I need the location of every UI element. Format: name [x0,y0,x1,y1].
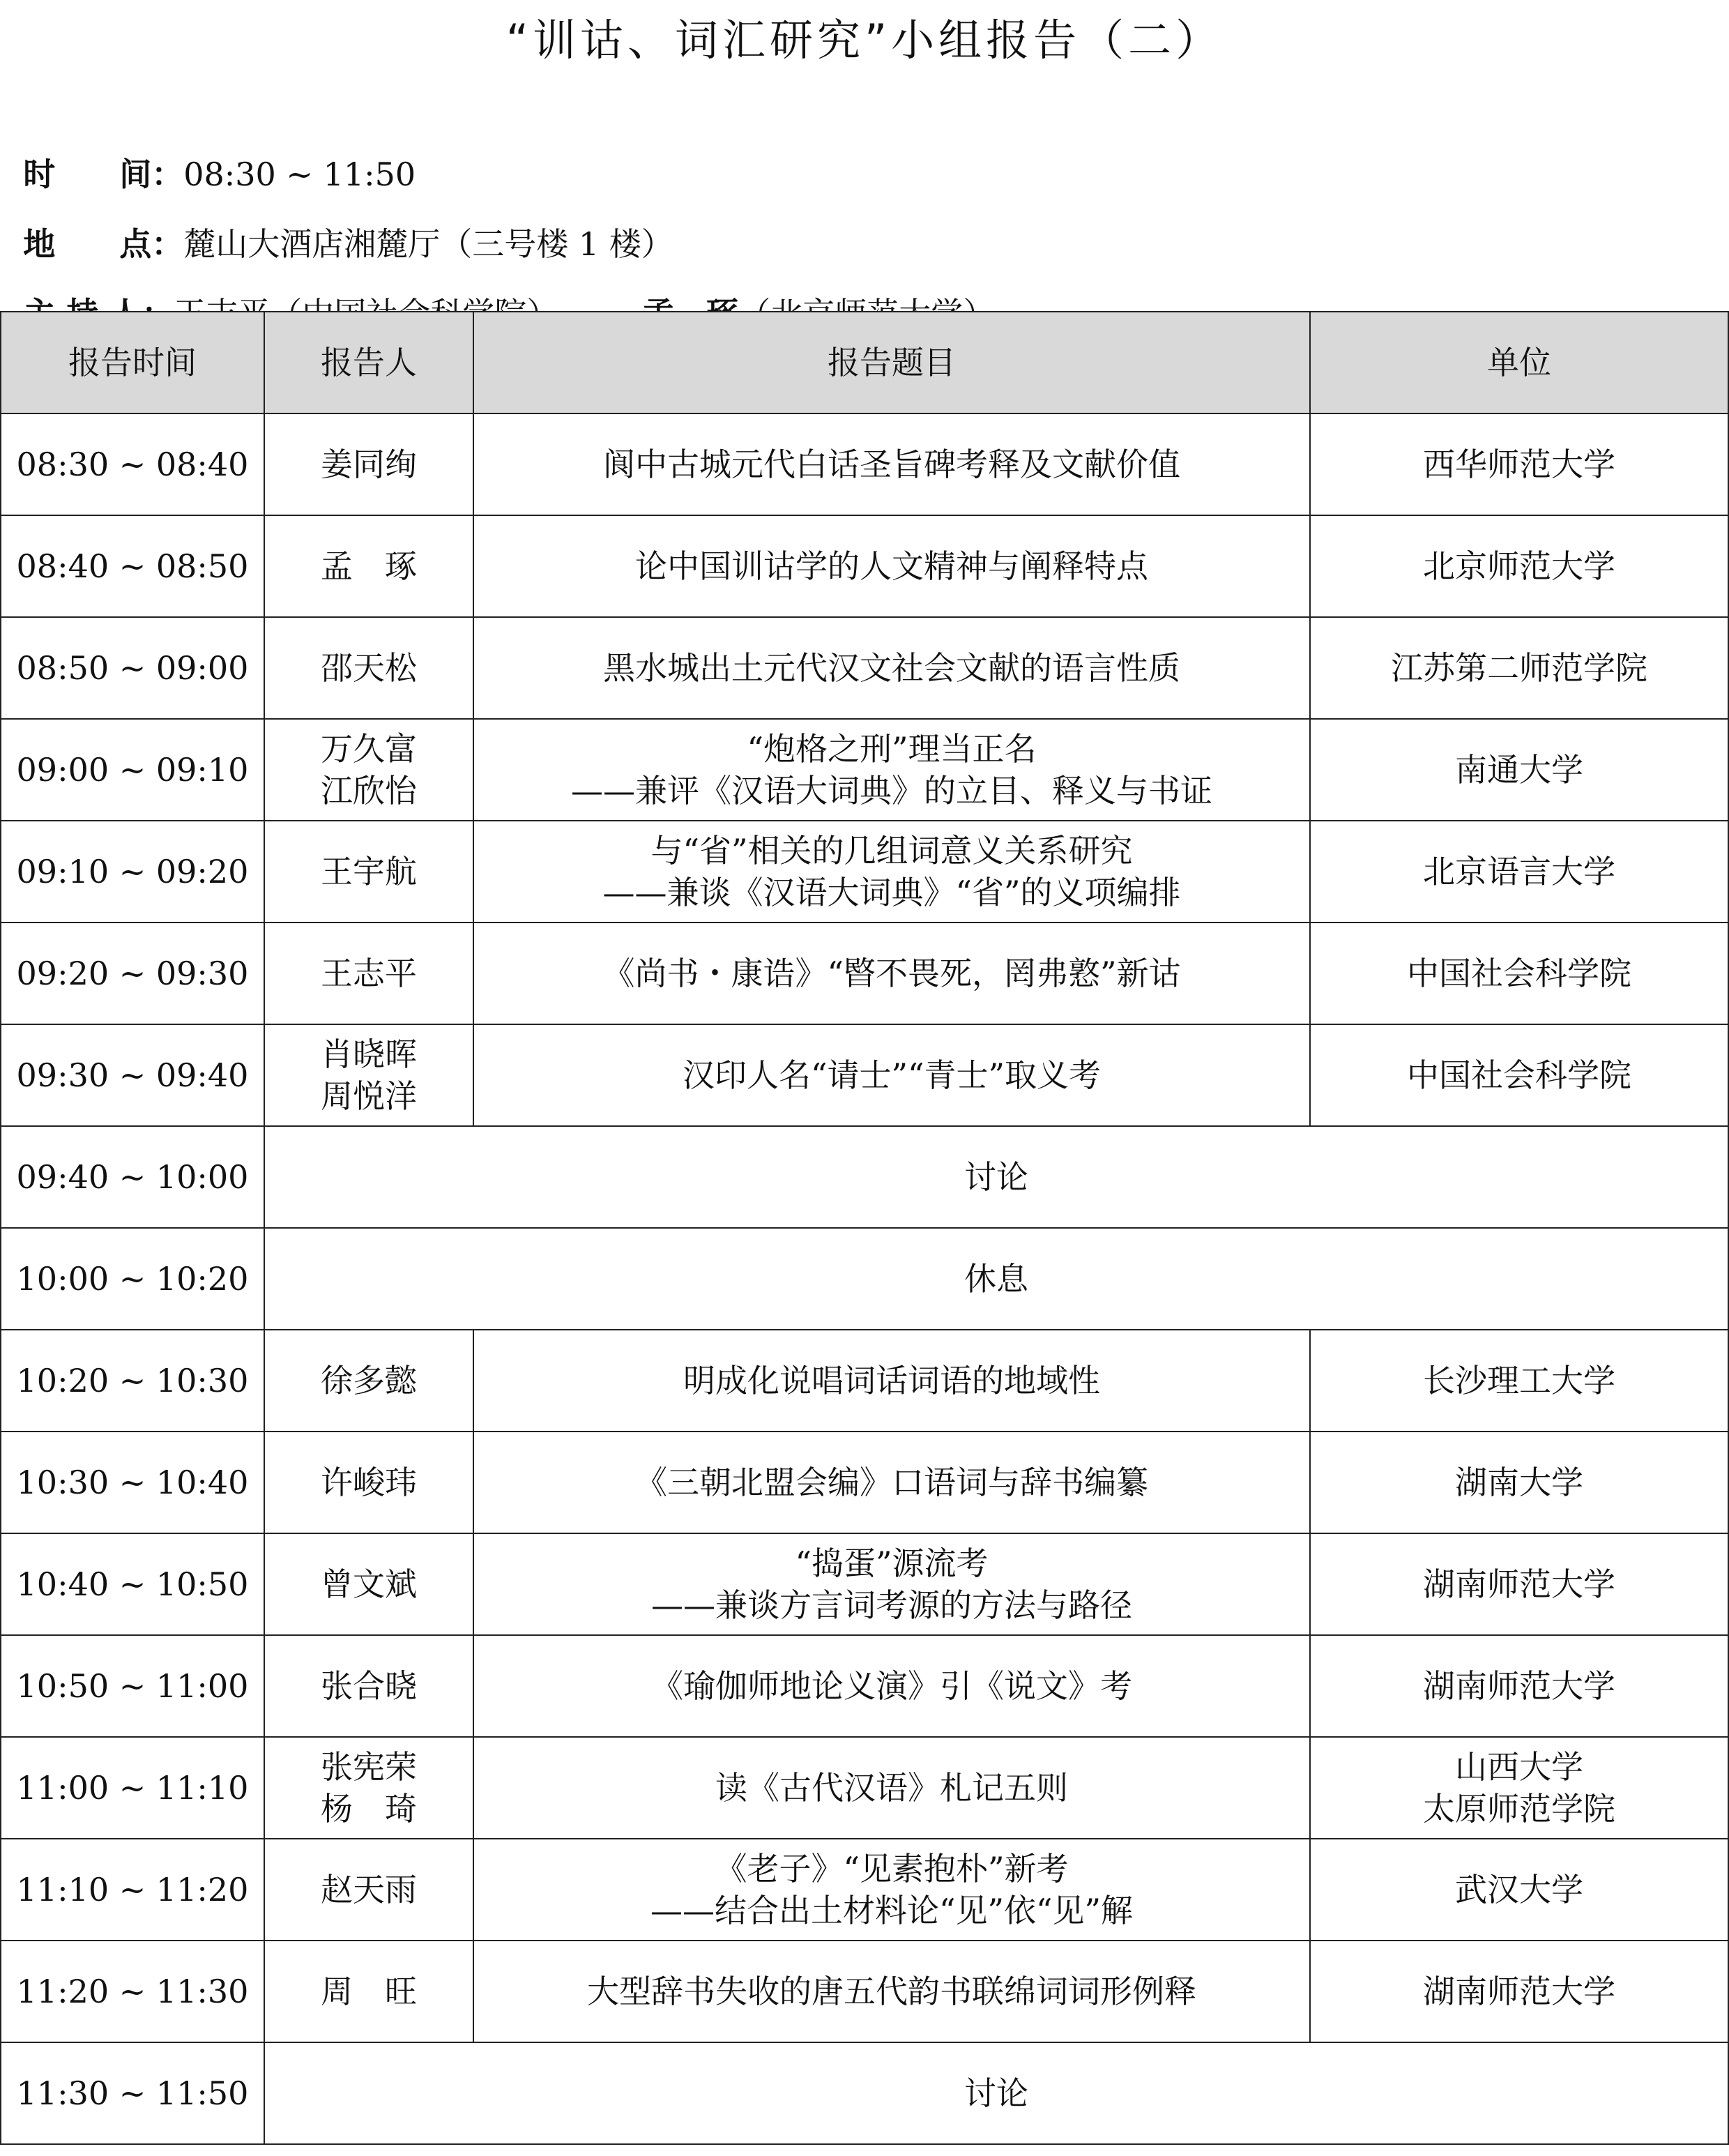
cell-unit-line: 湖南师范大学 [1423,1973,1615,2010]
cell-speaker [264,1635,473,1737]
cell-topic-line: 明成化说唱词话词语的地域性 [683,1362,1100,1399]
table-row [1,1635,1728,1737]
cell-topic-line: 与“省”相关的几组词意义关系研究 [650,832,1133,870]
cell-speaker [264,515,473,617]
cell-time: 09:30 ~ 09:40 [1,1024,264,1126]
cell-unit [1310,617,1728,719]
page-title: “训诂、词汇研究”小组报告（二） [505,15,1224,66]
cell-unit [1310,1839,1728,1941]
cell-speaker-line: 孟 琢 [321,547,417,585]
time-value: 08:30 ~ 11:50 [183,155,416,193]
cell-topic-line: 论中国训诂学的人文精神与阐释特点 [635,547,1148,585]
table-row [1,1126,1728,1228]
cell-topic [473,719,1310,821]
cell-unit-line: 湖南师范大学 [1423,1667,1615,1705]
cell-unit-line: 北京师范大学 [1423,547,1615,585]
cell-session-note: 讨论 [264,2042,1728,2144]
cell-time: 11:10 ~ 11:20 [1,1839,264,1941]
cell-speaker [264,1839,473,1941]
cell-speaker-line: 万久富 [321,730,417,768]
cell-unit-line: 中国社会科学院 [1407,955,1631,992]
table-row [1,1024,1728,1126]
cell-speaker-line: 王宇航 [321,853,417,890]
cell-speaker [264,719,473,821]
cell-topic [473,923,1310,1024]
cell-topic [473,1839,1310,1941]
cell-speaker-line: 张宪荣 [321,1748,417,1786]
header-time: 报告时间 [1,312,264,413]
cell-unit-line: 湖南大学 [1455,1464,1583,1501]
cell-topic-line: “捣蛋”源流考 [795,1544,989,1582]
cell-session-note: 讨论 [264,1126,1728,1228]
cell-speaker-line: 王志平 [321,955,417,992]
cell-speaker-line: 肖晓晖 [321,1035,417,1073]
cell-time: 10:30 ~ 10:40 [1,1432,264,1533]
cell-unit [1310,1941,1728,2042]
cell-topic-line: ——兼谈《汉语大词典》“省”的义项编排 [602,874,1181,911]
cell-unit-line: 北京语言大学 [1423,853,1615,890]
cell-topic-line: ——结合出土材料论“见”依“见”解 [650,1892,1134,1929]
cell-speaker [264,1432,473,1533]
table-row [1,1737,1728,1839]
cell-unit [1310,1024,1728,1126]
cell-time: 08:50 ~ 09:00 [1,617,264,719]
table-row [1,1941,1728,2042]
cell-speaker-line: 江欣怡 [321,772,417,810]
cell-unit [1310,719,1728,821]
cell-unit [1310,1635,1728,1737]
cell-time: 09:10 ~ 09:20 [1,821,264,923]
cell-speaker [264,1533,473,1635]
cell-topic-line: 黑水城出土元代汉文社会文献的语言性质 [603,649,1180,687]
cell-unit-line: 西华师范大学 [1423,446,1615,483]
cell-unit-line: 太原师范学院 [1423,1790,1615,1828]
table-row [1,821,1728,923]
cell-speaker [264,413,473,515]
cell-topic-line: 大型辞书失收的唐五代韵书联绵词词形例释 [587,1973,1196,2010]
cell-topic-line: 阆中古城元代白话圣旨碑考释及文献价值 [603,446,1180,483]
cell-speaker [264,1024,473,1126]
cell-unit [1310,1330,1728,1432]
cell-topic-line: 汉印人名“请士”“青士”取义考 [682,1056,1102,1094]
cell-unit [1310,1533,1728,1635]
cell-unit-line: 湖南师范大学 [1423,1565,1615,1603]
cell-topic-line: 《老子》“见素抱朴”新考 [715,1850,1069,1888]
table-row [1,515,1728,617]
cell-speaker-line: 周 旺 [321,1973,417,2010]
cell-time: 08:40 ~ 08:50 [1,515,264,617]
cell-speaker-line: 周悦洋 [321,1077,417,1115]
cell-speaker-line: 徐多懿 [321,1362,417,1399]
cell-speaker-line: 姜同绚 [321,446,417,483]
cell-topic [473,1330,1310,1432]
cell-speaker [264,821,473,923]
cell-topic [473,1432,1310,1533]
cell-topic-line: 《尚书・康诰》“暋不畏死，罔弗憝”新诂 [602,955,1181,992]
cell-unit-line: 武汉大学 [1455,1871,1583,1908]
cell-unit-line: 山西大学 [1455,1748,1583,1786]
place-value: 麓山大酒店湘麓厅（三号楼 1 楼） [183,225,673,263]
cell-speaker-line: 杨 琦 [321,1790,417,1828]
table-row [1,617,1728,719]
cell-topic [473,821,1310,923]
cell-topic [473,1533,1310,1635]
cell-time: 10:40 ~ 10:50 [1,1533,264,1635]
cell-unit [1310,515,1728,617]
table-row [1,1432,1728,1533]
cell-time: 09:20 ~ 09:30 [1,923,264,1024]
cell-time: 11:20 ~ 11:30 [1,1941,264,2042]
table-header-row [1,312,1728,413]
cell-topic-line: 读《古代汉语》札记五则 [715,1769,1068,1807]
cell-session-note: 休息 [264,1228,1728,1330]
cell-speaker-line: 邵天松 [321,649,417,687]
cell-unit-line: 长沙理工大学 [1423,1362,1615,1399]
cell-unit [1310,1737,1728,1839]
cell-time: 11:00 ~ 11:10 [1,1737,264,1839]
cell-unit [1310,1432,1728,1533]
time-label: 时 间： [23,155,184,193]
cell-topic [473,1635,1310,1737]
cell-unit-line: 江苏第二师范学院 [1391,649,1647,687]
cell-unit-line: 中国社会科学院 [1407,1056,1631,1094]
cell-topic [473,617,1310,719]
cell-unit [1310,821,1728,923]
table-row [1,1228,1728,1330]
cell-speaker-line: 曾文斌 [321,1565,417,1603]
cell-unit-line: 南通大学 [1455,751,1583,789]
cell-topic [473,1024,1310,1126]
cell-speaker-line: 赵天雨 [321,1871,417,1908]
cell-time: 11:30 ~ 11:50 [1,2042,264,2144]
table-row [1,923,1728,1024]
cell-speaker-line: 张合晓 [321,1667,417,1705]
cell-speaker-line: 许峻玮 [321,1464,417,1501]
cell-speaker [264,617,473,719]
table-row [1,1330,1728,1432]
cell-time: 09:40 ~ 10:00 [1,1126,264,1228]
place-label: 地 点： [23,225,184,263]
table-row [1,719,1728,821]
cell-time: 10:20 ~ 10:30 [1,1330,264,1432]
cell-speaker [264,923,473,1024]
table-row [1,413,1728,515]
cell-topic-line: ——兼谈方言词考源的方法与路径 [651,1586,1132,1624]
cell-speaker [264,1330,473,1432]
cell-topic [473,413,1310,515]
cell-time: 10:00 ~ 10:20 [1,1228,264,1330]
table-row [1,1839,1728,1941]
cell-speaker [264,1737,473,1839]
cell-topic-line: ——兼评《汉语大词典》的立目、释义与书证 [571,772,1212,810]
cell-topic [473,1941,1310,2042]
cell-topic-line: “炮格之刑”理当正名 [747,730,1037,768]
header-speaker: 报告人 [264,312,473,413]
schedule-table [0,311,1729,2145]
cell-unit [1310,413,1728,515]
cell-unit [1310,923,1728,1024]
cell-topic-line: 《瑜伽师地论义演》引《说文》考 [651,1667,1132,1705]
cell-time: 08:30 ~ 08:40 [1,413,264,515]
table-row [1,1533,1728,1635]
cell-topic [473,515,1310,617]
table-row [1,2042,1728,2144]
header-topic: 报告题目 [473,312,1310,413]
header-unit: 单位 [1310,312,1728,413]
cell-time: 09:00 ~ 09:10 [1,719,264,821]
cell-topic-line: 《三朝北盟会编》口语词与辞书编纂 [635,1464,1148,1501]
cell-time: 10:50 ~ 11:00 [1,1635,264,1737]
cell-speaker [264,1941,473,2042]
cell-topic [473,1737,1310,1839]
